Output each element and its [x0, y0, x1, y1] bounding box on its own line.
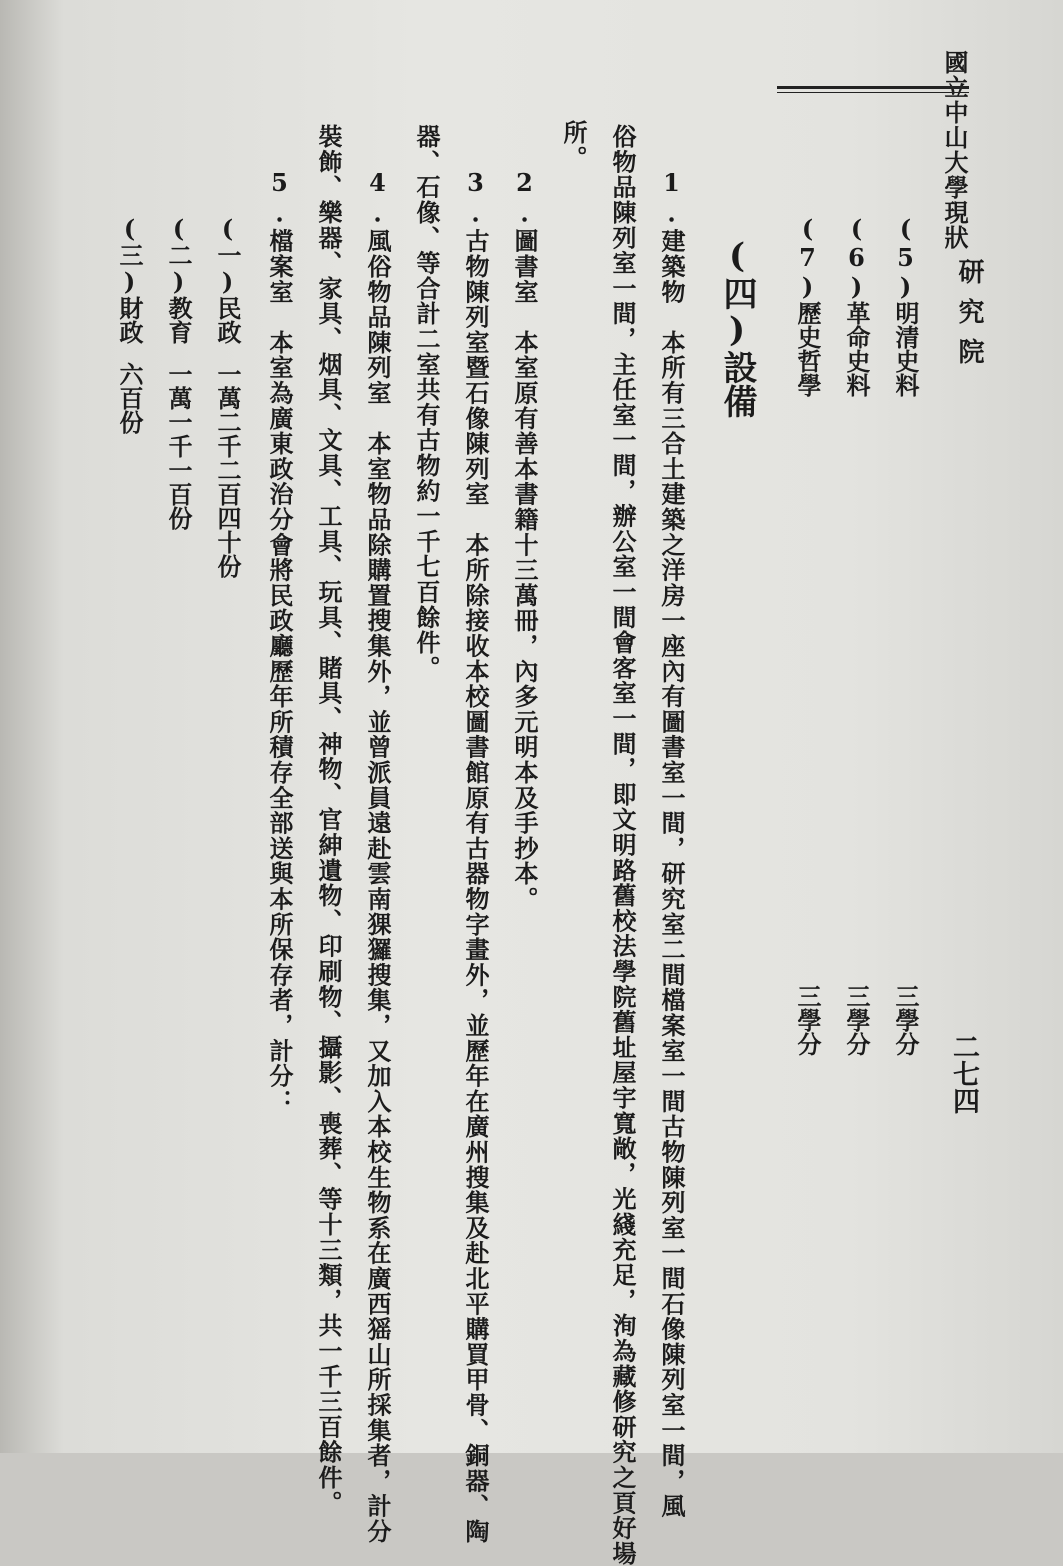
paragraph-line: 4.風俗物品陳列室 本室物品除購置搜集外，並曾派員遠赴雲南猓玀搜集，又加入本校生物系在廣西猺山所採集者，計分: [363, 168, 392, 1545]
running-header-title: 國立中山大學現狀: [940, 50, 969, 250]
paragraph-line: 俗物品陳列室一間，主任室一間，辦公室一間會客室一間，即文明路舊校法學院舊址屋宇寬敞，光綫充足，洵為藏修研究之頁好場: [608, 124, 637, 1566]
paragraph-line: 1.建築物 本所有三合土建築之洋房一座內有圖書室一間，研究室二間檔案室一間古物陳列室一間石像陳列室一間，風: [657, 168, 686, 1519]
course-item-name: (5)明清史料: [891, 214, 920, 397]
archive-item-count: 六百份: [115, 362, 144, 434]
paragraph-line: 2.圖書室 本室原有善本書籍十三萬冊，內多元明本及手抄本。: [510, 168, 539, 912]
course-item-name: (7)歷史哲學: [793, 214, 822, 397]
course-item-name: (6)革命史料: [842, 214, 871, 397]
page-number: 二七四: [948, 1033, 979, 1114]
archive-item-name: (一)民政: [213, 214, 242, 344]
archive-item-name: (二)教育: [164, 214, 193, 344]
course-item-credits: 三學分: [842, 984, 871, 1056]
paragraph-line: 所。: [559, 120, 588, 171]
course-item-credits: 三學分: [793, 984, 822, 1056]
archive-item-count: 一萬二千二百四十份: [213, 362, 242, 578]
paragraph-line: 5.檔案室 本室為廣東政治分會將民政廳歷年所積存全部送與本所保存者，計分：: [265, 168, 294, 1115]
header-rule: [777, 86, 969, 93]
equipment-heading: (四)設備: [717, 236, 757, 418]
paragraph-line: 器、石像、等合計二室共有古物約一千七百餘件。: [412, 124, 441, 681]
archive-item-name: (三)財政: [115, 214, 144, 344]
section-label: 研究院: [954, 258, 984, 378]
archive-item-count: 一萬一千一百份: [164, 362, 193, 530]
course-item-credits: 三學分: [891, 984, 920, 1056]
paragraph-line: 裝飾、樂器、家具、烟具、文具、工具、玩具、賭具、神物、官紳遺物、印刷物、攝影、喪葬、等十三類，共一千三百餘件。: [314, 124, 343, 1516]
paragraph-line: 3.古物陳列室暨石像陳列室 本所除接收本校圖書館原有古器物字畫外，並歷年在廣州搜集及赴北平購買甲骨、銅器、陶: [461, 168, 490, 1545]
